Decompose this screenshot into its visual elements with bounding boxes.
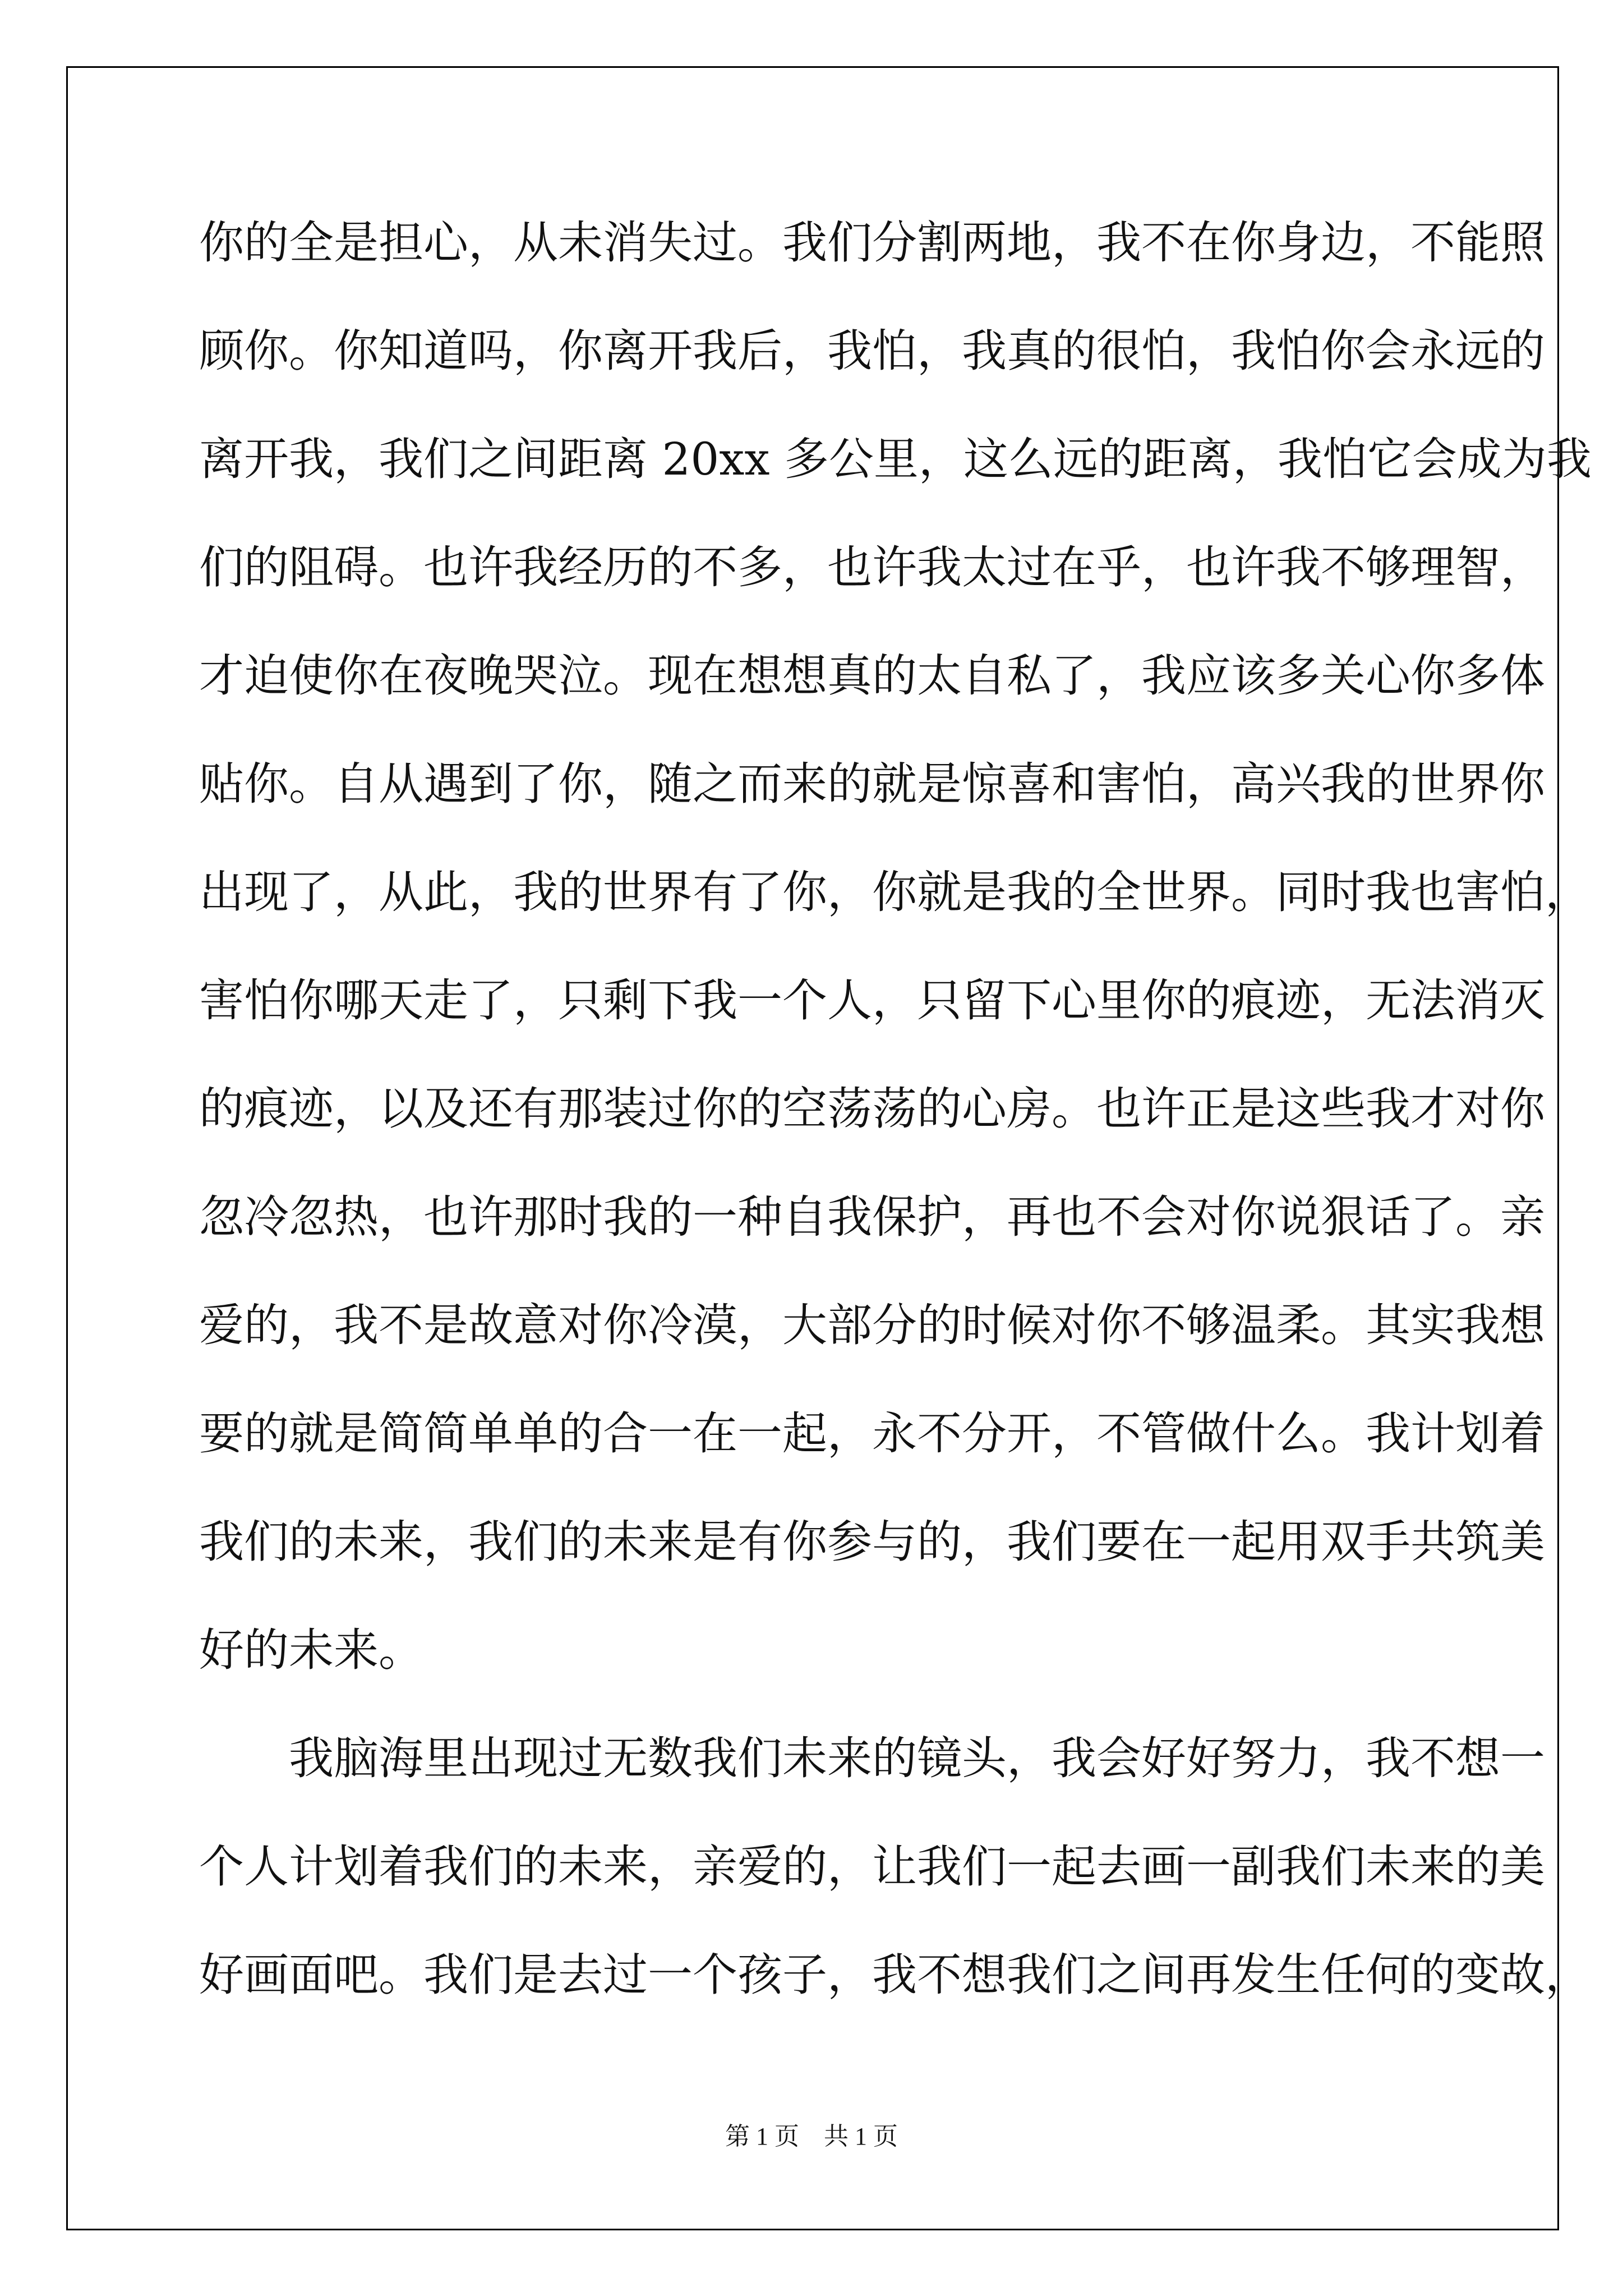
text-line: 我们的未来，我们的未来是有你参与的，我们要在一起用双手共筑美 xyxy=(199,1516,1545,1568)
text-line: 好的未来。 xyxy=(199,1624,423,1676)
page-number-footer: 第 1 页 共 1 页 xyxy=(725,2123,898,2150)
page-border xyxy=(66,66,1559,2230)
text-line: 顾你。你知道吗，你离开我后，我怕，我真的很怕，我怕你会永远的 xyxy=(199,325,1545,377)
text-line: 的痕迹，以及还有那装过你的空荡荡的心房。也许正是这些我才对你 xyxy=(199,1083,1545,1135)
text-line: 才迫使你在夜晚哭泣。现在想想真的太自私了，我应该多关心你多体 xyxy=(199,650,1545,702)
text-line: 忽冷忽热，也许那时我的一种自我保护，再也不会对你说狠话了。亲 xyxy=(199,1191,1545,1243)
text-line: 好画面吧。我们是去过一个孩子，我不想我们之间再发生任何的变故， xyxy=(199,1949,1590,2001)
text-line: 离开我，我们之间距离 20xx 多公里，这么远的距离，我怕它会成为我 xyxy=(199,433,1592,485)
text-line: 我脑海里出现过无数我们未来的镜头，我会好好努力，我不想一 xyxy=(199,1732,1545,1784)
text-line: 爱的，我不是故意对你冷漠，大部分的时候对你不够温柔。其实我想 xyxy=(199,1299,1545,1351)
text-line: 贴你。自从遇到了你，随之而来的就是惊喜和害怕，高兴我的世界你 xyxy=(199,758,1545,810)
text-line: 个人计划着我们的未来，亲爱的，让我们一起去画一副我们未来的美 xyxy=(199,1841,1545,1893)
text-line: 你的全是担心，从未消失过。我们分割两地，我不在你身边，不能照 xyxy=(199,217,1545,269)
text-line: 出现了，从此，我的世界有了你，你就是我的全世界。同时我也害怕， xyxy=(199,866,1590,918)
text-line: 们的阻碍。也许我经历的不多，也许我太过在乎，也许我不够理智， xyxy=(199,541,1545,593)
text-line: 害怕你哪天走了，只剩下我一个人，只留下心里你的痕迹，无法消灭 xyxy=(199,974,1545,1027)
text-line: 要的就是简简单单的合一在一起，永不分开，不管做什么。我计划着 xyxy=(199,1407,1545,1460)
